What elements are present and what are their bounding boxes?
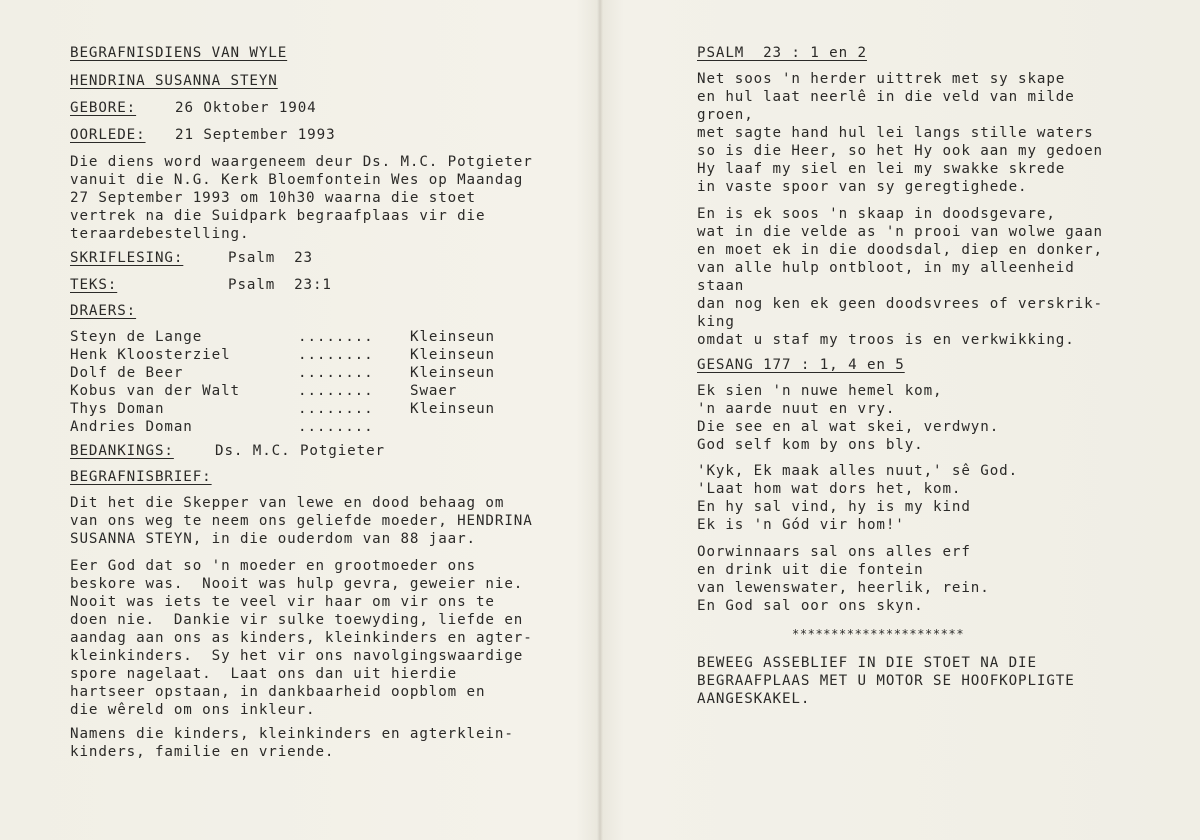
letter-line: hartseer opstaan, in dankbaarheid oopblom en — [70, 684, 486, 700]
hymn-line: 'Laat hom wat dors het, kom. — [697, 481, 962, 497]
hymn-line: en drink uit die fontein — [697, 562, 924, 578]
letter-line: kinders, familie en vriende. — [70, 744, 335, 760]
letter-line: Nooit was iets te veel vir haar om vir ons te — [70, 594, 495, 610]
letter-line: doen nie. Dankie vir sulke toewyding, liefde en — [70, 612, 524, 628]
born-label: GEBORE: — [70, 100, 137, 116]
letter-line: van ons weg te neem ons geliefde moeder, HENDRINA — [70, 513, 533, 529]
pallbearer-dots: ........ — [298, 347, 374, 363]
hymn-line: God self kom by ons bly. — [697, 437, 924, 453]
service-text-line: Die diens word waargeneem deur Ds. M.C. Potgieter — [70, 154, 533, 170]
pallbearer-relation: Kleinseun — [410, 347, 495, 363]
psalm-line: En is ek soos 'n skaap in doodsgevare, — [697, 206, 1056, 222]
psalm-line: wat in die velde as 'n prooi van wolwe gaan — [697, 224, 1103, 240]
letter-line: Eer God dat so 'n moeder en grootmoeder ons — [70, 558, 476, 574]
psalm-line: so is die Heer, so het Hy ook aan my gedoen — [697, 143, 1103, 159]
hymn-line: van lewenswater, heerlik, rein. — [697, 580, 990, 596]
psalm-line: met sagte hand hul lei langs stille waters — [697, 125, 1094, 141]
letter-line: spore nagelaat. Laat ons dan uit hierdie — [70, 666, 458, 682]
service-title: BEGRAFNISDIENS VAN WYLE — [70, 45, 288, 61]
letter-line: SUSANNA STEYN, in die ouderdom van 88 jaar. — [70, 531, 476, 547]
pallbearer-dots: ........ — [298, 329, 374, 345]
pallbearer-name: Dolf de Beer — [70, 365, 184, 381]
psalm-line: in vaste spoor van sy geregtighede. — [697, 179, 1028, 195]
psalm-line: omdat u staf my troos is en verkwikking. — [697, 332, 1075, 348]
thanks-value: Ds. M.C. Potgieter — [215, 443, 385, 459]
star-divider: ********************** — [792, 627, 965, 641]
pallbearer-name: Andries Doman — [70, 419, 193, 435]
procession-notice-line: BEGRAAFPLAAS MET U MOTOR SE HOOFKOPLIGTE — [697, 673, 1075, 689]
deceased-name: HENDRINA SUSANNA STEYN — [70, 73, 278, 89]
pallbearer-name: Thys Doman — [70, 401, 165, 417]
pallbearer-dots: ........ — [298, 401, 374, 417]
pallbearer-name: Henk Kloosterziel — [70, 347, 231, 363]
center-fold — [597, 0, 603, 840]
service-text-line: vanuit die N.G. Kerk Bloemfontein Wes op Maandag — [70, 172, 524, 188]
died-label: OORLEDE: — [70, 127, 146, 143]
service-text-line: vertrek na die Suidpark begraafplaas vir die — [70, 208, 486, 224]
hymn-line: En hy sal vind, hy is my kind — [697, 499, 971, 515]
service-text-line: teraardebestelling. — [70, 226, 250, 242]
funeral-letter-label: BEGRAFNISBRIEF: — [70, 469, 212, 485]
reading-label: SKRIFLESING: — [70, 250, 184, 266]
procession-notice-line: BEWEEG ASSEBLIEF IN DIE STOET NA DIE — [697, 655, 1037, 671]
thanks-label: BEDANKINGS: — [70, 443, 174, 459]
letter-line: die wêreld om ons inkleur. — [70, 702, 316, 718]
pallbearer-name: Steyn de Lange — [70, 329, 203, 345]
letter-line: kleinkinders. Sy het vir ons navolgingswaardige — [70, 648, 524, 664]
pallbearer-dots: ........ — [298, 383, 374, 399]
died-date: 21 September 1993 — [175, 127, 336, 143]
psalm-line: en hul laat neerlê in die veld van milde — [697, 89, 1075, 105]
pallbearers-label: DRAERS: — [70, 303, 137, 319]
letter-line: Namens die kinders, kleinkinders en agterklein- — [70, 726, 514, 742]
psalm-line: en moet ek in die doodsdal, diep en donker, — [697, 242, 1103, 258]
pallbearer-dots: ........ — [298, 419, 374, 435]
letter-line: aandag aan ons as kinders, kleinkinders en agter- — [70, 630, 533, 646]
hymn-line: En God sal oor ons skyn. — [697, 598, 924, 614]
hymn-line: Ek sien 'n nuwe hemel kom, — [697, 383, 943, 399]
pallbearer-name: Kobus van der Walt — [70, 383, 240, 399]
psalm-line: groen, — [697, 107, 754, 123]
hymn-line: Oorwinnaars sal ons alles erf — [697, 544, 971, 560]
reading-value: Psalm 23 — [228, 250, 313, 266]
pallbearer-relation: Kleinseun — [410, 401, 495, 417]
psalm-line: staan — [697, 278, 745, 294]
pallbearer-dots: ........ — [298, 365, 374, 381]
psalm-line: van alle hulp ontbloot, in my alleenheid — [697, 260, 1075, 276]
service-text-line: 27 September 1993 om 10h30 waarna die stoet — [70, 190, 476, 206]
psalm-line: king — [697, 314, 735, 330]
psalm-line: Net soos 'n herder uittrek met sy skape — [697, 71, 1066, 87]
letter-line: beskore was. Nooit was hulp gevra, geweier nie. — [70, 576, 524, 592]
hymn-line: 'Kyk, Ek maak alles nuut,' sê God. — [697, 463, 1019, 479]
letter-line: Dit het die Skepper van lewe en dood behaag om — [70, 495, 505, 511]
pallbearer-relation: Kleinseun — [410, 329, 495, 345]
psalm-line: Hy laaf my siel en lei my swakke skrede — [697, 161, 1066, 177]
pallbearer-relation: Kleinseun — [410, 365, 495, 381]
hymn-line: Die see en al wat skei, verdwyn. — [697, 419, 1000, 435]
hymn-line: Ek is 'n Gód vir hom!' — [697, 517, 905, 533]
hymn-line: 'n aarde nuut en vry. — [697, 401, 896, 417]
procession-notice-line: AANGESKAKEL. — [697, 691, 811, 707]
text-value: Psalm 23:1 — [228, 277, 332, 293]
born-date: 26 Oktober 1904 — [175, 100, 317, 116]
psalm-line: dan nog ken ek geen doodsvrees of verskrik- — [697, 296, 1103, 312]
psalm-heading: PSALM 23 : 1 en 2 — [697, 45, 867, 61]
text-label: TEKS: — [70, 277, 118, 293]
pallbearer-relation: Swaer — [410, 383, 458, 399]
hymn-heading: GESANG 177 : 1, 4 en 5 — [697, 357, 905, 373]
